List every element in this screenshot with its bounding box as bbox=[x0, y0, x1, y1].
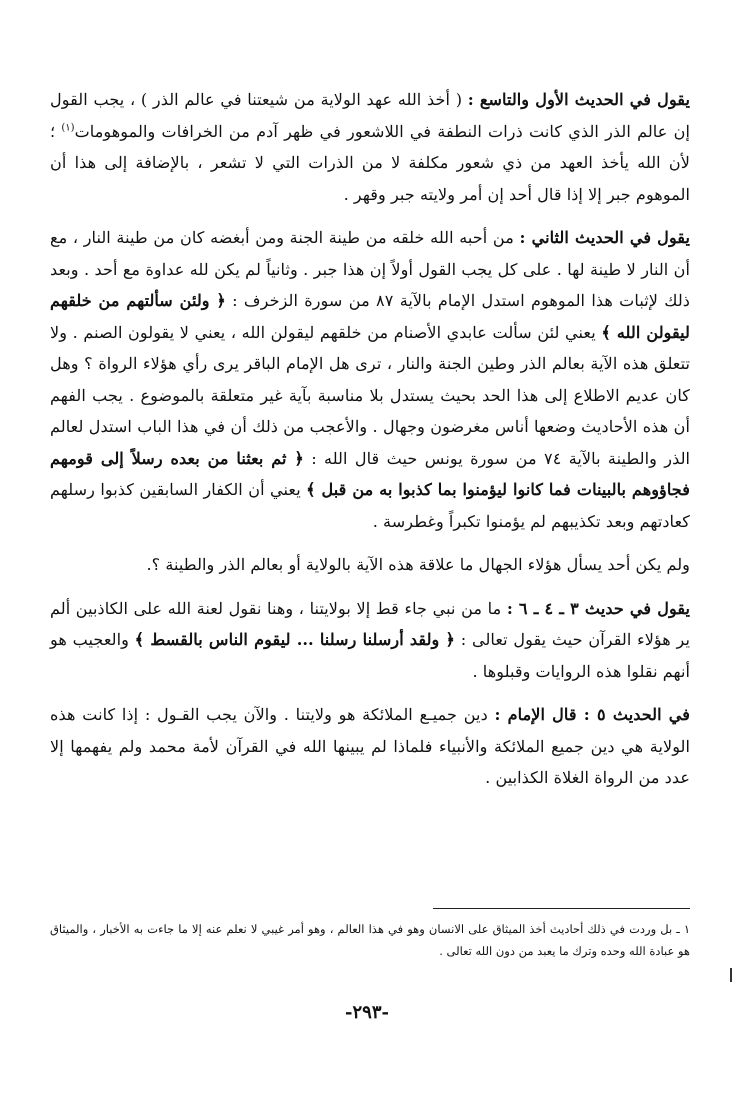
page-number: -٢٩٣- bbox=[345, 1002, 389, 1023]
footnote bbox=[50, 918, 690, 962]
quran-verse: ﴿ ولئن سألتهم من خلقهم ليقولن الله ﴾ bbox=[50, 291, 690, 342]
paragraph-text: ( أخذ الله عهد الولاية من شيعتنا في عالم الذر ) ، يجب القول إن عالم الذر الذي كانت ذرات النطفة في اللاشعور في ظهر آدم من الخرافات والموهومات bbox=[50, 90, 690, 141]
paragraph-lead: يقول في الحديث الأول والتاسع : bbox=[467, 90, 691, 109]
paragraph-question bbox=[50, 549, 690, 581]
main-text bbox=[50, 84, 690, 794]
paragraph-text: ؛ لأن الله يأخذ العهد من ذي شعور مكلفة لا من الذرات التي لا تشعر ، بالإضافة إلى هذا أن الموهوم جبر إلا إذا قال أحد إن أمر ولايته جبر وقهر . bbox=[50, 121, 690, 204]
paragraph-text: والعجيب هو أنهم نقلوا هذه الروايات وقبلوها . bbox=[50, 630, 690, 681]
paragraph-lead: يقول في حديث ٣ ـ ٤ ـ ٦ : bbox=[506, 598, 691, 618]
paragraph-text: ولم يكن أحد يسأل هؤلاء الجهال ما علاقة هذه الآية بالولاية أو بعالم الذر والطينة ؟. bbox=[146, 555, 690, 574]
paragraph-text: ما من نبي جاء قط إلا بولايتنا ، وهنا نقول لعنة الله على الكاذبين ألم ير هؤلاء القرآن حيث يقول تعالى : bbox=[50, 598, 690, 649]
quran-verse: ﴿ ثم بعثنا من بعده رسلاً إلى قومهم فجاؤوهم بالبينات فما كانوا ليؤمنوا بما كذبوا به من قبل ﴾ bbox=[50, 448, 690, 499]
paragraph-text: من أحبه الله خلقه من طينة الجنة ومن أبغضه كان من طينة النار ، مع أن النار لا طينة لها . على كل يجب القول أولاً إن هذا جبر . وثانياً لم يكن لله عداوة مع أحد . وبعد ذلك لإثبات هذا الموهوم استدل الإمام بالآية ٨٧ من سورة الزخرف : bbox=[50, 228, 691, 310]
paragraph-text: يعني لئن سألت عابدي الأصنام من خلقهم ليقولن الله ، يعني لا يقولون الصنم . ولا تتعلق هذه الآية بعالم الذر وطين الجنة والنار ، ترى هل الإمام الباقر يرى رأي هؤلاء الرواة ؟ وهل كان عديم الاطلاع إلى هذا الحد بحيث يستدل بلا مناسبة بآية غير متعلقة بالموضوع . يجب الفهم أن هذه الأحاديث وضعها أناس مغرضون وجهال . والأعجب من ذلك أن في هذا الباب استدل لعالم الذر والطينة بالآية ٧٤ من سورة يونس حيث قال الله : bbox=[50, 322, 690, 468]
paragraph-hadith-5 bbox=[50, 699, 690, 794]
scan-edge-mark bbox=[730, 968, 732, 982]
footnote-reference[interactable]: (١) bbox=[61, 122, 75, 134]
paragraph-hadith-2 bbox=[50, 222, 690, 537]
quran-verse: ﴿ ولقد أرسلنا رسلنا ... ليقوم الناس بالقسط ﴾ bbox=[134, 630, 456, 649]
footnote-divider bbox=[433, 908, 690, 909]
paragraph-text: دين جميـع الملائكة هو ولايتنا . والآن يجب القـول : إذا كانت هذه الولاية هي دين جميع الملائكة والأنبياء فلماذا لم يبينها الله في القرآن لأمة محمد ولم يفهمها إلا عدد من الرواة الغلاة الكذابين . bbox=[50, 705, 690, 787]
paragraph-hadith-1-9 bbox=[50, 84, 690, 210]
paragraph-lead: يقول في الحديث الثاني : bbox=[519, 228, 690, 247]
paragraph-lead: في الحديث ٥ : قال الإمام : bbox=[494, 705, 691, 724]
paragraph-hadith-3-4-6 bbox=[50, 593, 690, 688]
footnote-marker: ١ ـ bbox=[676, 922, 690, 936]
footnote-text: بل وردت في ذلك أحاديث أخذ الميثاق على الانسان وهو في هذا العالم ، وهو أمر غيبي لا نعلم عنه إلا ما جاءت به الأخبار ، والميثاق هو عبادة الله وحده وترك ما يعبد من دون الله تعالى . bbox=[50, 922, 690, 958]
paragraph-text: يعني أن الكفار السابقين كذبوا رسلهم كعادتهم وبعد تكذيبهم لم يؤمنوا تكبراً وغطرسة . bbox=[50, 480, 690, 531]
